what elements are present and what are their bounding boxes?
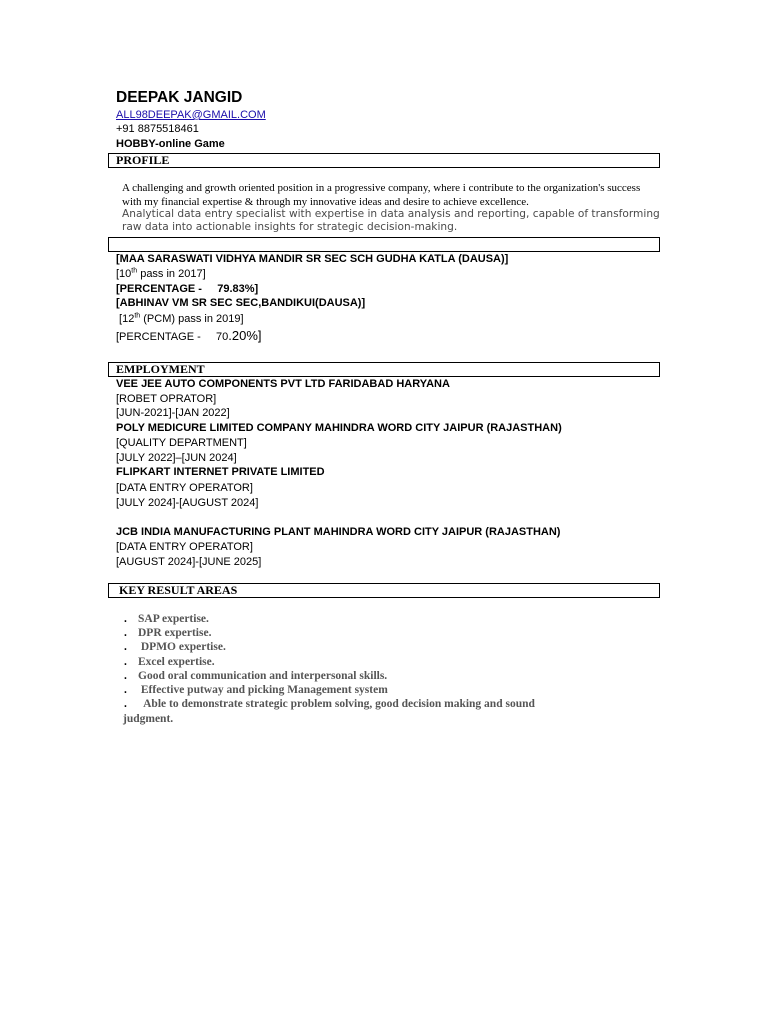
- bullet-icon: .: [124, 627, 127, 639]
- kra-item-wrap: judgment.: [123, 713, 174, 725]
- phone-number: +91 8875518461: [116, 123, 199, 135]
- bullet-icon: .: [124, 641, 127, 653]
- percentage-2: [116, 328, 262, 343]
- kra-item-text: DPMO expertise.: [138, 641, 226, 653]
- profile-heading: PROFILE: [116, 153, 170, 167]
- kra-item: [124, 670, 387, 682]
- job-4-dates: [AUGUST 2024]-[JUNE 2025]: [116, 556, 262, 568]
- kra-item-text: Effective putway and picking Management system: [138, 684, 388, 696]
- job-2-company: POLY MEDICURE LIMITED COMPANY MAHINDRA WORD CITY JAIPUR (RAJASTHAN): [116, 422, 562, 434]
- pass-1-pre: [10: [116, 268, 132, 280]
- email-link[interactable]: ALL98DEEPAK@GMAIL.COM: [116, 109, 266, 121]
- job-4-company: JCB INDIA MANUFACTURING PLANT MAHINDRA WORD CITY JAIPUR (RAJASTHAN): [116, 526, 561, 538]
- school-1: [MAA SARASWATI VIDHYA MANDIR SR SEC SCH GUDHA KATLA (DAUSA)]: [116, 253, 509, 265]
- school-2: [ABHINAV VM SR SEC SEC,BANDIKUI(DAUSA)]: [116, 297, 366, 309]
- percent-2-b: .20%]: [228, 328, 262, 343]
- pass-2-post: (PCM) pass in 2019]: [140, 313, 244, 325]
- pass-2-sup: th: [134, 312, 141, 320]
- kra-item: [124, 613, 209, 625]
- profile-extra-text: Analytical data entry specialist with expertise in data analysis and reporting, capable of transforming raw data into actionable insights for strategic decision-making.: [122, 208, 660, 233]
- education-heading-box: [108, 237, 660, 252]
- job-3-role: [DATA ENTRY OPERATOR]: [116, 482, 253, 494]
- job-4-role: [DATA ENTRY OPERATOR]: [116, 541, 253, 553]
- kra-item: [124, 656, 215, 668]
- bullet-icon: .: [124, 613, 127, 625]
- job-1-role: [ROBET OPRATOR]: [116, 393, 217, 405]
- kra-item-text: Excel expertise.: [138, 656, 215, 668]
- kra-item: [124, 684, 388, 696]
- pass-year-1: [116, 268, 206, 280]
- kra-heading: KEY RESULT AREAS: [119, 583, 238, 597]
- employment-heading: EMPLOYMENT: [116, 362, 205, 376]
- kra-heading-box: [108, 583, 660, 598]
- kra-item-text: SAP expertise.: [138, 613, 209, 625]
- bullet-icon: .: [124, 656, 127, 668]
- job-3-company: FLIPKART INTERNET PRIVATE LIMITED: [116, 466, 325, 478]
- profile-text: A challenging and growth oriented position in a progressive company, where i contribute to the organization's success with my financial expertise & through my innovative ideas and desire to achieve excellence.: [122, 182, 641, 208]
- kra-item-text: DPR expertise.: [138, 627, 212, 639]
- job-1-dates: [JUN-2021]-[JAN 2022]: [116, 407, 230, 419]
- pass-1-sup: th: [131, 267, 138, 275]
- hobby-line: HOBBY-online Game: [116, 138, 225, 150]
- bullet-icon: .: [124, 684, 127, 696]
- percentage-1: [PERCENTAGE - 79.83%]: [116, 283, 259, 295]
- kra-item: [124, 641, 226, 653]
- kra-item: [124, 698, 535, 710]
- candidate-name: DEEPAK JANGID: [116, 89, 243, 106]
- employment-heading-box: [108, 362, 660, 377]
- kra-item-text: Good oral communication and interpersonal skills.: [138, 670, 388, 682]
- percent-2-a: [PERCENTAGE - 70: [116, 331, 229, 343]
- bullet-icon: .: [124, 670, 127, 682]
- job-2-dates: [JULY 2022]–[JUN 2024]: [116, 452, 237, 464]
- kra-item-text: Able to demonstrate strategic problem solving, good decision making and sound: [138, 698, 535, 710]
- pass-2-pre: [12: [116, 313, 135, 325]
- pass-1-post: pass in 2017]: [137, 268, 206, 280]
- job-1-company: VEE JEE AUTO COMPONENTS PVT LTD FARIDABAD HARYANA: [116, 378, 450, 390]
- pass-year-2: [116, 313, 244, 325]
- job-2-role: [QUALITY DEPARTMENT]: [116, 437, 247, 449]
- job-3-dates: [JULY 2024]-[AUGUST 2024]: [116, 497, 259, 509]
- kra-item: [124, 627, 211, 639]
- bullet-icon: .: [124, 698, 127, 710]
- profile-heading-box: [108, 153, 660, 168]
